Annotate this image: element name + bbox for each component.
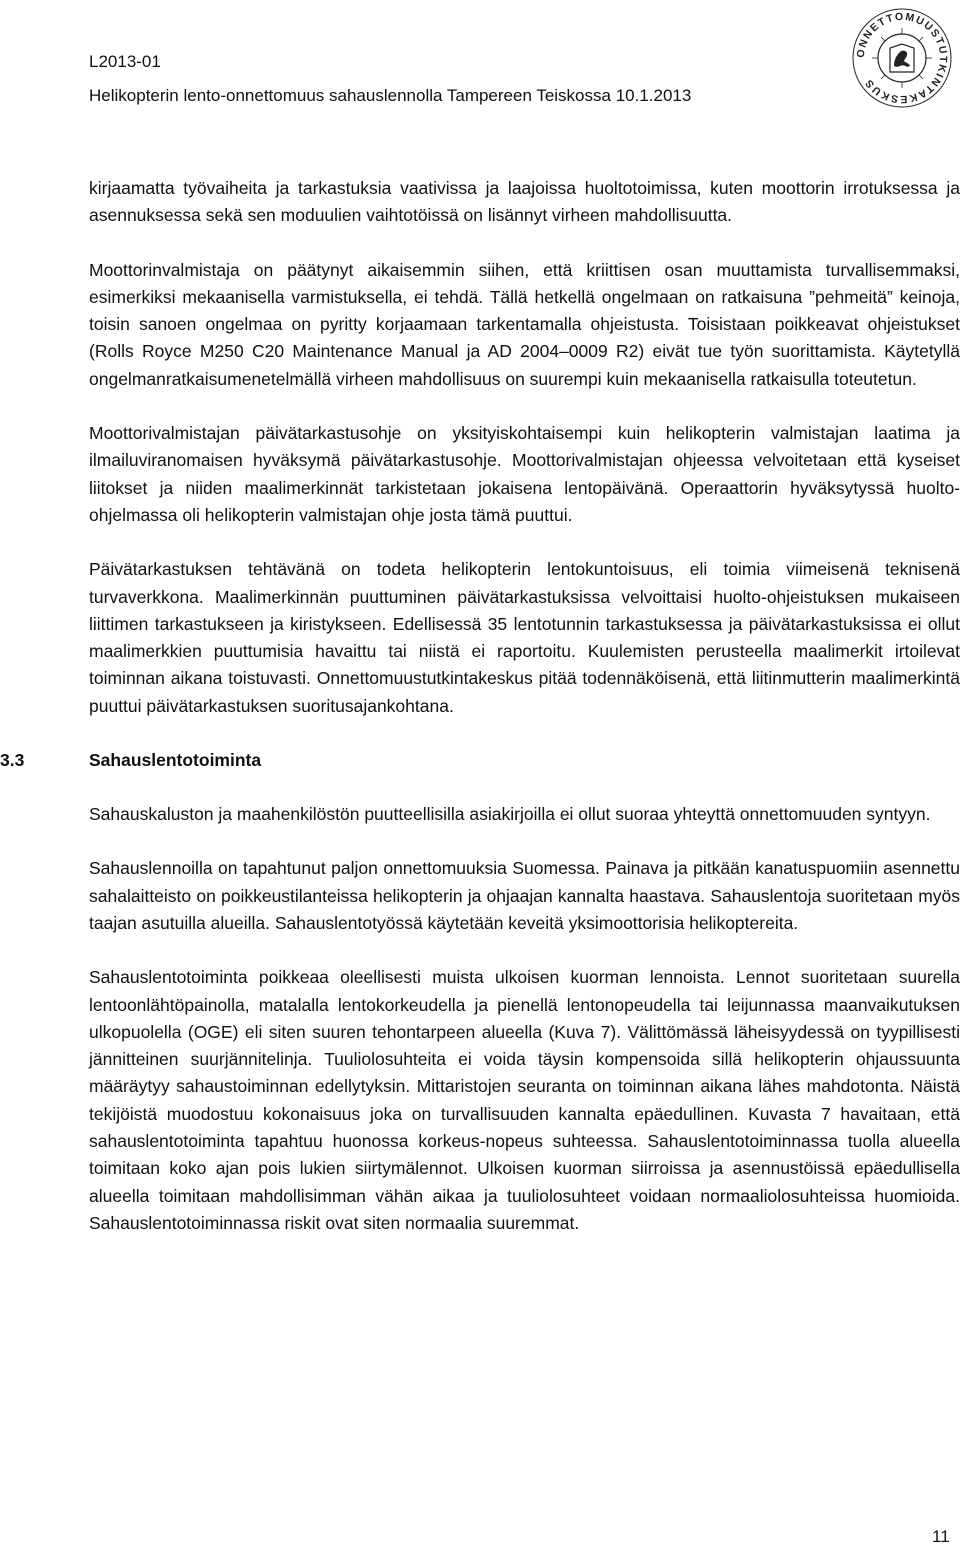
section-paragraph: Sahauslennoilla on tapahtunut paljon onnettomuuksia Suomessa. Painava ja pitkään kanatuspuomiin asennettu sahalaitteisto on poikkeustilanteissa helikopterin ja ohjaajan kannalta haastava. Sahauslentoja suoritetaan myös taajan asutuilla alueilla. Sahauslentotyössä käytetään keveitä yksimoottorisia helikoptereita. [89, 858, 960, 933]
body-paragraph: Moottorinvalmistaja on päätynyt aikaisemmin siihen, että kriittisen osan muuttamista turvallisemmaksi, esimerkiksi mekaanisella varmistuksella, ei tehdä. Tällä hetkellä ongelmaan on ratkaisuna ”pehmeitä” keinoja, toisin sanoen ongelmaa on pyritty korjaamaan tarkentamalla ohjeistusta. Toisistaan poikkeavat ohjeistukset (Rolls Royce M250 C20 Maintenance Manual ja AD 2004‒0009 R2) eivät tue työn suorittamista. Käytetyllä ongelmanratkaisumenetelmällä virheen mahdollisuus on suurempi kuin mekaanisella ratkaisulla toteutetun. [89, 259, 960, 389]
body-paragraph: Moottorivalmistajan päivätarkastusohje on yksityiskohtaisempi kuin helikopterin valmistajan laatima ja ilmailuviranomaisen hyväksymä päivätarkastusohje. Moottorivalmistajan ohjeessa velvoitetaan että kyseiset liitokset ja niiden maalimerkinnät tarkistetaan jokaisena lentopäivänä. Operaattorin hyväksytyssä huolto-ohjelmassa oli helikopterin valmistajan ohje josta tämä puuttui. [89, 423, 960, 525]
agency-logo [850, 6, 954, 110]
lion-crest-seal-icon [850, 6, 954, 110]
document-id: L2013-01 [89, 52, 161, 71]
section-number: 3.3 [0, 750, 25, 771]
page-header [89, 50, 691, 108]
body-paragraph: kirjaamatta työvaiheita ja tarkastuksia vaativissa ja laajoissa huoltotoimissa, kuten moottorin irrotuksessa ja asennuksessa sekä sen moduulien vaihtotöissä on lisännyt virheen mahdollisuutta. [89, 178, 960, 226]
section-paragraph: Sahauslentotoiminta poikkeaa oleellisesti muista ulkoisen kuorman lennoista. Lennot suoritetaan suurella lentoonlähtöpainolla, matalalla lentokorkeudella ja pienellä lentonopeudella tai leijunnassa maanvaikutuksen ulkopuolella (OGE) eli siten suuren tehontarpeen alueella (Kuva 7). Välittömässä läheisyydessä on tyypillisesti jännitteinen suurjännitelinja. Tuuliolosuhteita ei voida täysin kompensoida sillä helikopterin ohjaussuunta määräytyy sahaustoiminnan edellytyksin. Mittaristojen seuranta on toiminnan aikana lähes mahdotonta. Näistä tekijöistä muodostuu kokonaisuus joka on turvallisuuden kannalta epäedullinen. Kuvasta 7 havaitaan, että sahauslentotoiminta tapahtuu huonossa korkeus-nopeus suhteessa. Sahauslentotoiminnassa tuolla alueella toimitaan koko ajan pois lukien siirtymälennot. Ulkoisen kuorman siirroissa ja asennustöissä epäedullisella alueella toimitaan mahdollisimman vähän aikaa ja tuuliolosuhteet voidaan normaaliolosuhteissa huomioida. Sahauslentotoiminnassa riskit ovat siten normaalia suuremmat. [89, 967, 960, 1233]
section-paragraph: Sahauskaluston ja maahenkilöstön puutteellisilla asiakirjoilla ei ollut suoraa yhteyttä onnettomuuden syntyyn. [89, 804, 931, 825]
logo-ring-text: ONNETTOMUUSTUTKINTAKESKUS [854, 10, 950, 106]
body-paragraph: Päivätarkastuksen tehtävänä on todeta helikopterin lentokuntoisuus, eli toimia viimeisenä teknisenä turvaverkkona. Maalimerkinnän puuttuminen päivätarkastuksissa velvoittaisi huolto-ohjeistuksen mukaiseen liittimen tarkastukseen ja kiristykseen. Edellisessä 35 lentotunnin tarkastuksessa ja päivätarkastuksissa ei ollut maalimerkkien puuttumisia havaittu tai niistä ei raportoitu. Kuulemisten perusteella maalimerkit irtoilevat toiminnan aikana toistuvasti. Onnettomuustutkintakeskus pitää todennäköisenä, että liitinmutterin maalimerkintä puuttui päivätarkastuksen suoritusajankohtana. [89, 559, 960, 716]
document-body [0, 175, 960, 1237]
page-number: 11 [932, 1527, 950, 1546]
section-title: Sahauslentotoiminta [89, 750, 262, 771]
document-title: Helikopterin lento-onnettomuus sahauslennolla Tampereen Teiskossa 10.1.2013 [89, 86, 692, 105]
section-heading [0, 747, 960, 774]
